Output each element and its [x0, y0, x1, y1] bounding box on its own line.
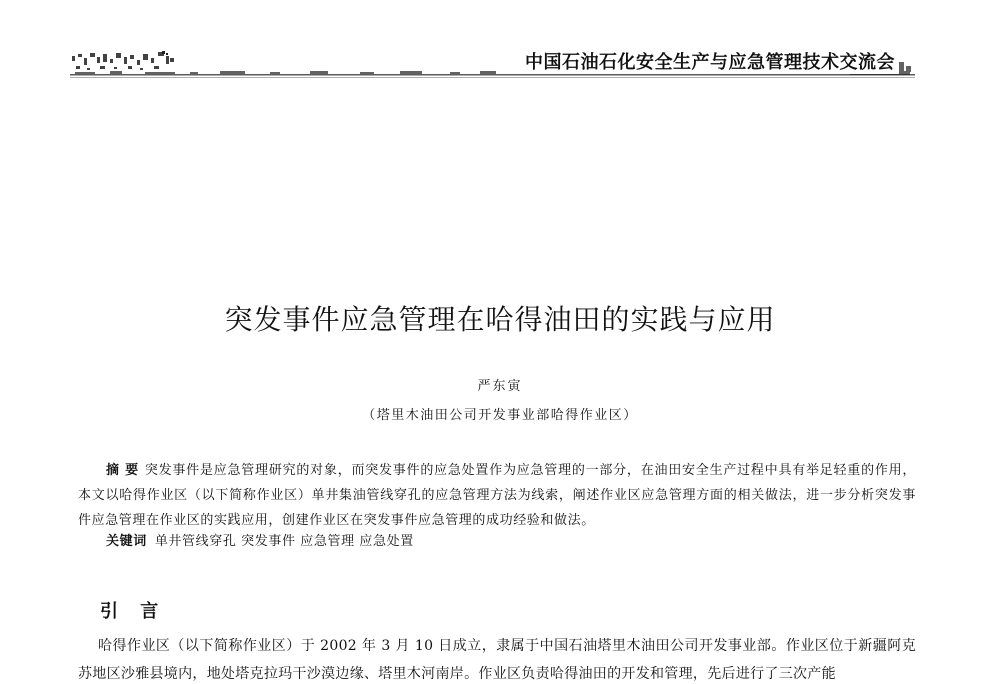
conference-title: 中国石油石化安全生产与应急管理技术交流会 [521, 48, 899, 74]
page-header [70, 42, 915, 86]
author-name: 严东寅 [477, 379, 523, 394]
abstract-label: 摘 要 [106, 463, 139, 478]
section-heading-introduction: 引 言 [100, 601, 167, 622]
body-paragraph [78, 632, 916, 684]
body-paragraph-text: 哈得作业区（以下简称作业区）于 2002 年 3 月 10 日成立，隶属于中国石油塔里木油田公司开发事业部。作业区位于新疆阿克苏地区沙雅县境内，地处塔克拉玛干沙漠边缘、塔里木河南岸。作业区负责哈得油田的开发和管理，先后进行了三次产能 [78, 638, 916, 682]
keywords-label: 关键词 [106, 534, 147, 549]
abstract [78, 458, 916, 533]
keywords [106, 530, 414, 549]
article-title: 突发事件应急管理在哈得油田的实践与应用 [224, 303, 776, 336]
abstract-text: 突发事件是应急管理研究的对象，而突发事件的应急处置作为应急管理的一部分，在油田安全生产过程中具有举足轻重的作用，本文以哈得作业区（以下简称作业区）单井集油管线穿孔的应急管理方法为线索，阐述作业区应急管理方面的相关做法，进一步分析突发事件应急管理在作业区的实践应用，创建作业区在突发事件应急管理的成功经验和做法。 [78, 463, 917, 528]
keywords-text: 单井管线穿孔 突发事件 应急管理 应急处置 [154, 534, 414, 549]
author-affiliation: （塔里木油田公司开发事业部哈得作业区） [362, 408, 638, 423]
